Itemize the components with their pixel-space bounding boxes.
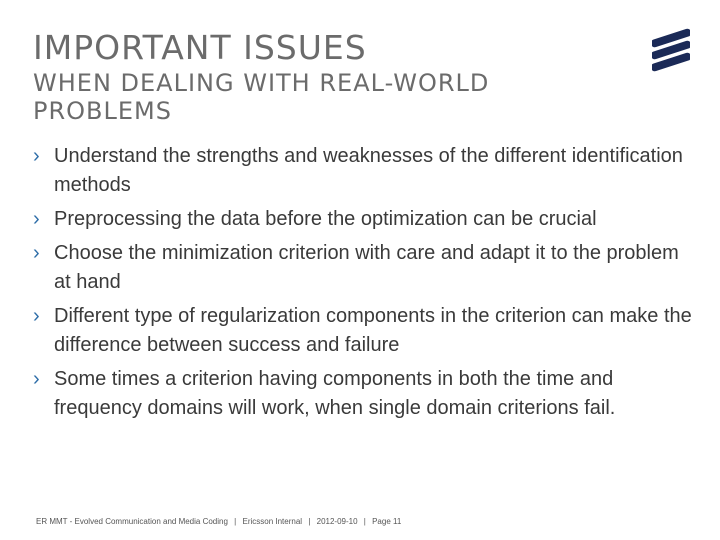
bullet-text: Understand the strengths and weaknesses of the different identification methods <box>54 145 683 196</box>
bullet-item <box>33 142 693 200</box>
footer-separator: | <box>234 517 237 526</box>
bullet-text: Some times a criterion having components in both the time and frequency domains will work, when single domain criterions fail. <box>54 368 616 419</box>
bullet-marker: › <box>33 368 40 390</box>
slide-title: IMPORTANT ISSUES <box>33 28 367 67</box>
slide-subtitle: WHEN DEALING WITH REAL-WORLD PROBLEMS <box>33 69 490 125</box>
bullet-marker: › <box>33 242 40 264</box>
bullet-item <box>33 302 693 360</box>
bullet-text: Preprocessing the data before the optimization can be crucial <box>54 208 597 230</box>
bullet-item <box>33 365 693 423</box>
bullet-marker: › <box>33 208 40 230</box>
slide-footer <box>36 517 401 526</box>
bullet-marker: › <box>33 305 40 327</box>
footer-org: ER MMT - Evolved Communication and Media Coding <box>36 517 228 526</box>
bullet-list <box>33 142 693 428</box>
footer-page-number: Page 11 <box>372 517 402 526</box>
bullet-marker: › <box>33 145 40 167</box>
ericsson-logo-icon <box>652 24 690 76</box>
bullet-text: Different type of regularization components in the criterion can make the difference between success and failure <box>54 305 692 356</box>
bullet-item <box>33 239 693 297</box>
footer-classification: Ericsson Internal <box>242 517 303 526</box>
footer-date: 2012-09-10 <box>316 517 358 526</box>
bullet-item <box>33 205 693 234</box>
footer-separator: | <box>308 517 311 526</box>
bullet-text: Choose the minimization criterion with care and adapt it to the problem at hand <box>54 242 679 293</box>
footer-separator: | <box>363 517 366 526</box>
